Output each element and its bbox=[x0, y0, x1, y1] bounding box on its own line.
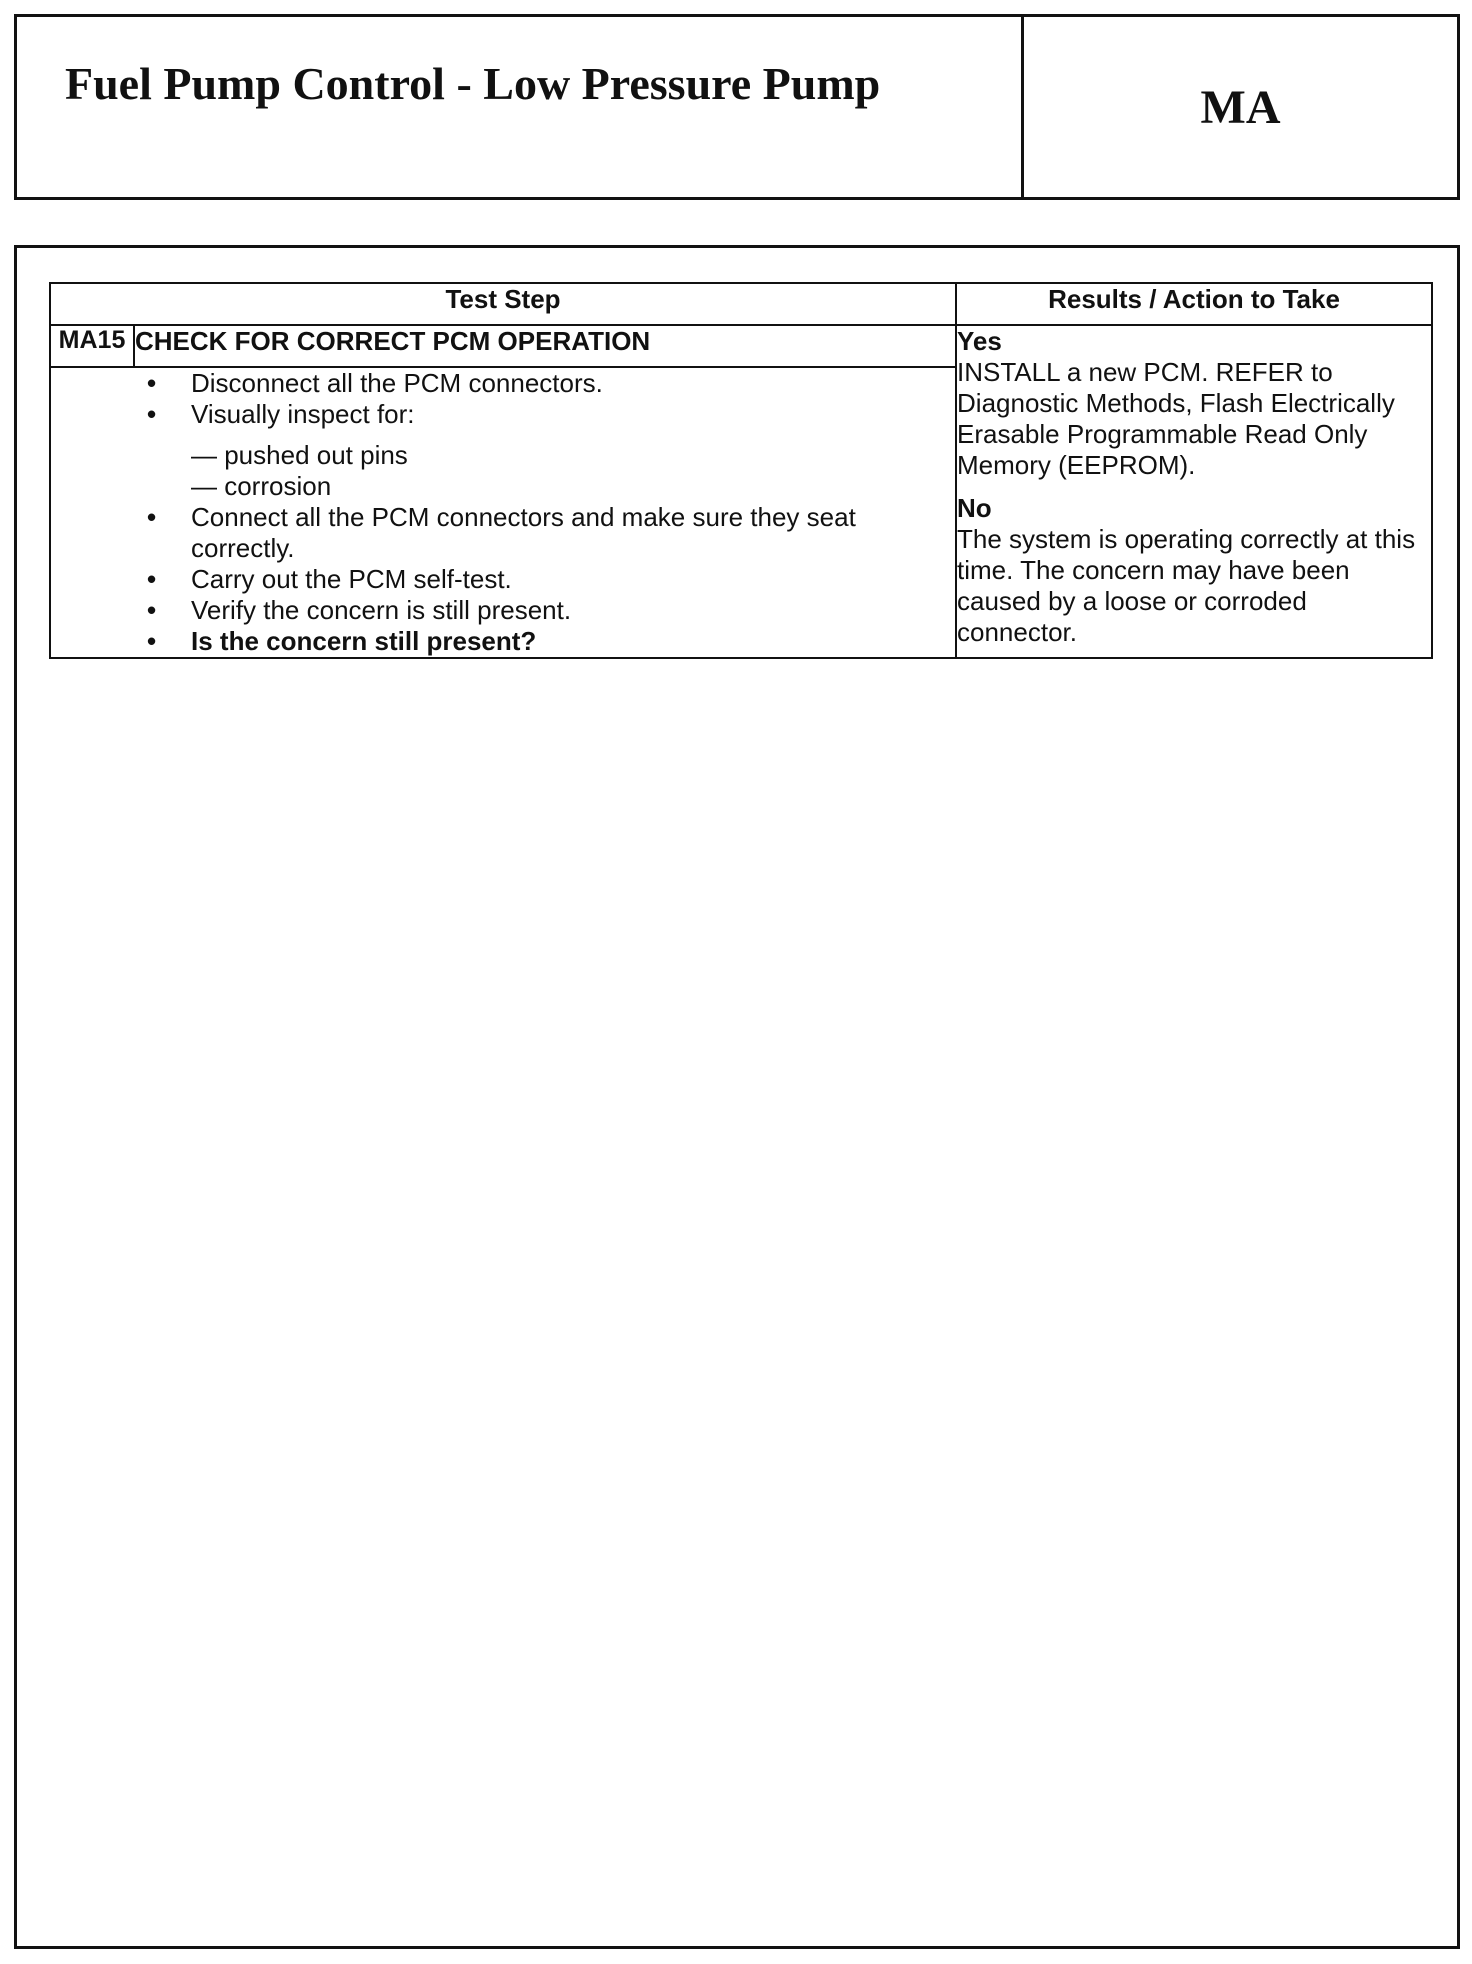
yes-action: INSTALL a new PCM. REFER to Diagnostic Methods, Flash Electrically Erasable Programmable Read Only Memory (EEPROM). bbox=[957, 357, 1395, 480]
step-id: MA15 bbox=[50, 325, 134, 367]
page-header bbox=[14, 14, 1460, 200]
header-title-cell bbox=[17, 17, 1024, 197]
sub-list-item: — corrosion bbox=[191, 471, 332, 501]
question-text: Is the concern still present? bbox=[191, 626, 537, 656]
action-text: Verify the concern is still present. bbox=[191, 595, 572, 625]
step-instructions-cell bbox=[50, 367, 956, 658]
action-text: Connect all the PCM connectors and make sure they seat correctly. bbox=[191, 502, 856, 563]
no-action: The system is operating correctly at this time. The concern may have been caused by a loose or corroded connector. bbox=[957, 524, 1416, 647]
bullet-icon: • bbox=[147, 368, 157, 398]
bullet-icon: • bbox=[147, 399, 157, 429]
no-label: No bbox=[957, 493, 992, 523]
inspect-list bbox=[191, 440, 955, 502]
bullet-icon: • bbox=[147, 564, 157, 594]
header-code-cell bbox=[1024, 17, 1457, 197]
column-header-test-step: Test Step bbox=[50, 283, 956, 325]
list-item bbox=[147, 368, 955, 399]
step-title: CHECK FOR CORRECT PCM OPERATION bbox=[134, 325, 956, 367]
action-text: Visually inspect for: bbox=[191, 399, 415, 429]
bullet-icon: • bbox=[147, 595, 157, 625]
bullet-icon: • bbox=[147, 502, 157, 532]
step-title-row bbox=[50, 325, 1432, 367]
content-panel bbox=[14, 245, 1460, 1949]
table-header-row bbox=[50, 283, 1432, 325]
page-title: Fuel Pump Control - Low Pressure Pump bbox=[65, 58, 881, 109]
sub-list-item: — pushed out pins bbox=[191, 440, 408, 470]
list-item bbox=[147, 399, 955, 502]
results-cell bbox=[956, 325, 1432, 658]
action-text: Carry out the PCM self-test. bbox=[191, 564, 512, 594]
list-item bbox=[147, 502, 955, 564]
action-text: Disconnect all the PCM connectors. bbox=[191, 368, 603, 398]
list-item bbox=[147, 564, 955, 595]
section-code: MA bbox=[1200, 80, 1281, 134]
list-item bbox=[147, 595, 955, 626]
bullet-icon: • bbox=[147, 626, 157, 656]
test-step-table bbox=[49, 282, 1433, 659]
column-header-results: Results / Action to Take bbox=[956, 283, 1432, 325]
action-list bbox=[51, 368, 955, 657]
yes-label: Yes bbox=[957, 326, 1002, 356]
list-item bbox=[147, 626, 955, 657]
